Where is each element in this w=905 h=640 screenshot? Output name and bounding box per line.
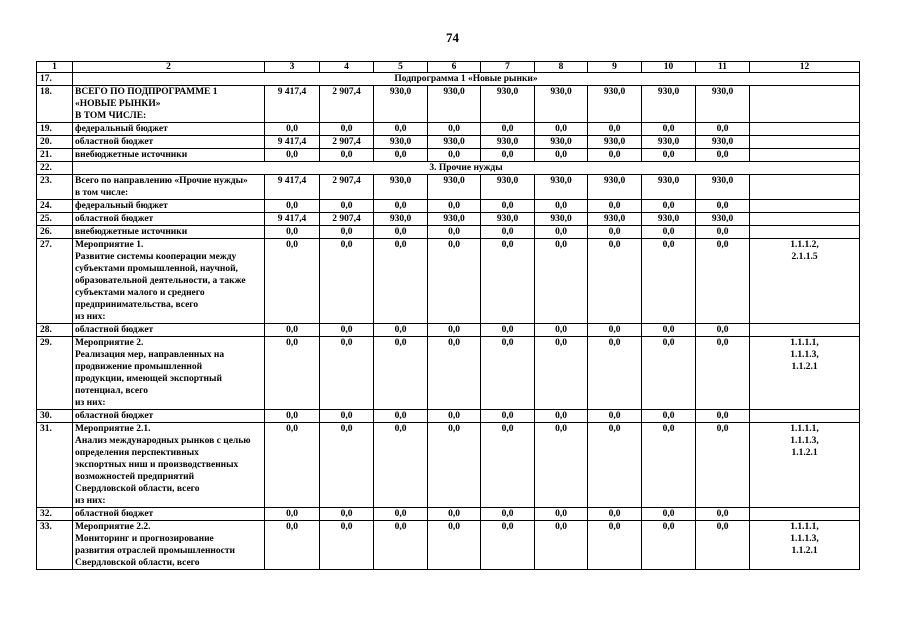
- row-number: 20.: [37, 136, 73, 149]
- row-label: областной бюджет: [73, 508, 265, 521]
- table-row: [37, 324, 860, 337]
- table-row: [37, 123, 860, 136]
- row-label: федеральный бюджет: [73, 123, 265, 136]
- value-cell: 0,0: [374, 337, 428, 410]
- value-cell: 0,0: [535, 123, 588, 136]
- value-cell: 0,0: [696, 410, 750, 423]
- value-cell: 0,0: [588, 123, 642, 136]
- row-label: Мероприятие 2.1. Анализ международных рынков с целью определения перспективных экспортных ниш и производственных возможностей предприятий Свердловской области, всего из них:: [73, 423, 265, 508]
- value-cell: 0,0: [428, 410, 481, 423]
- value-cell: 0,0: [588, 521, 642, 570]
- value-cell: 930,0: [535, 175, 588, 200]
- value-cell: 0,0: [696, 423, 750, 508]
- value-cell: 930,0: [535, 136, 588, 149]
- value-cell: 0,0: [320, 337, 374, 410]
- table-row: [37, 149, 860, 162]
- value-cell: 930,0: [428, 86, 481, 123]
- value-cell: 0,0: [642, 521, 696, 570]
- row-number: 25.: [37, 213, 73, 226]
- value-cell: 930,0: [588, 175, 642, 200]
- value-cell: 930,0: [481, 136, 535, 149]
- value-cell: 0,0: [642, 149, 696, 162]
- row-number: 21.: [37, 149, 73, 162]
- column-header: 11: [696, 62, 750, 73]
- value-cell: 0,0: [428, 123, 481, 136]
- row-number: 22.: [37, 162, 73, 175]
- target-ref-cell: [750, 175, 860, 200]
- value-cell: 2 907,4: [320, 213, 374, 226]
- value-cell: 0,0: [265, 123, 320, 136]
- value-cell: 0,0: [696, 324, 750, 337]
- value-cell: 0,0: [696, 200, 750, 213]
- row-label: федеральный бюджет: [73, 200, 265, 213]
- row-label: областной бюджет: [73, 136, 265, 149]
- table-row: [37, 86, 860, 123]
- value-cell: 0,0: [696, 123, 750, 136]
- row-label: внебюджетные источники: [73, 226, 265, 239]
- value-cell: 0,0: [535, 324, 588, 337]
- value-cell: 0,0: [428, 337, 481, 410]
- value-cell: 0,0: [320, 423, 374, 508]
- value-cell: 0,0: [481, 337, 535, 410]
- table-row: [37, 200, 860, 213]
- value-cell: 0,0: [481, 324, 535, 337]
- row-number: 33.: [37, 521, 73, 570]
- value-cell: 930,0: [696, 213, 750, 226]
- target-ref-cell: [750, 200, 860, 213]
- table-row: [37, 521, 860, 570]
- value-cell: 0,0: [535, 239, 588, 324]
- section-title: 3. Прочие нужды: [73, 162, 860, 175]
- value-cell: 2 907,4: [320, 175, 374, 200]
- row-number: 19.: [37, 123, 73, 136]
- value-cell: 0,0: [374, 149, 428, 162]
- table-header-row: [37, 62, 860, 73]
- row-number: 26.: [37, 226, 73, 239]
- value-cell: 0,0: [696, 337, 750, 410]
- value-cell: 0,0: [265, 423, 320, 508]
- value-cell: 0,0: [535, 337, 588, 410]
- value-cell: 0,0: [265, 324, 320, 337]
- value-cell: 0,0: [320, 324, 374, 337]
- value-cell: 0,0: [320, 123, 374, 136]
- value-cell: 0,0: [588, 508, 642, 521]
- value-cell: 0,0: [481, 200, 535, 213]
- value-cell: 0,0: [428, 226, 481, 239]
- row-number: 28.: [37, 324, 73, 337]
- value-cell: 0,0: [481, 239, 535, 324]
- value-cell: 9 417,4: [265, 213, 320, 226]
- table-row: [37, 226, 860, 239]
- value-cell: 0,0: [265, 149, 320, 162]
- value-cell: 0,0: [481, 123, 535, 136]
- value-cell: 930,0: [696, 175, 750, 200]
- value-cell: 0,0: [642, 324, 696, 337]
- value-cell: 0,0: [696, 508, 750, 521]
- table-row: [37, 423, 860, 508]
- value-cell: 0,0: [588, 239, 642, 324]
- value-cell: 0,0: [374, 200, 428, 213]
- target-ref-cell: [750, 410, 860, 423]
- column-header: 12: [750, 62, 860, 73]
- value-cell: 0,0: [265, 521, 320, 570]
- column-header: 6: [428, 62, 481, 73]
- row-number: 30.: [37, 410, 73, 423]
- row-label: областной бюджет: [73, 410, 265, 423]
- value-cell: 0,0: [696, 239, 750, 324]
- value-cell: 0,0: [535, 410, 588, 423]
- value-cell: 930,0: [642, 86, 696, 123]
- value-cell: 0,0: [588, 423, 642, 508]
- row-number: 18.: [37, 86, 73, 123]
- budget-table: [36, 61, 860, 570]
- value-cell: 0,0: [588, 200, 642, 213]
- value-cell: 0,0: [642, 337, 696, 410]
- value-cell: 0,0: [320, 410, 374, 423]
- value-cell: 0,0: [696, 226, 750, 239]
- section-title: Подпрограмма 1 «Новые рынки»: [73, 73, 860, 86]
- column-header: 4: [320, 62, 374, 73]
- value-cell: 2 907,4: [320, 136, 374, 149]
- row-label: Мероприятие 2. Реализация мер, направленных на продвижение промышленной продукции, имеющей экспортный потенциал, всего из них:: [73, 337, 265, 410]
- value-cell: 0,0: [320, 239, 374, 324]
- value-cell: 0,0: [535, 200, 588, 213]
- table-row: [37, 508, 860, 521]
- row-label: областной бюджет: [73, 213, 265, 226]
- table-row: [37, 213, 860, 226]
- page-number: 74: [446, 30, 459, 45]
- value-cell: 930,0: [588, 86, 642, 123]
- value-cell: 0,0: [588, 149, 642, 162]
- target-ref-cell: [750, 213, 860, 226]
- value-cell: 0,0: [696, 521, 750, 570]
- value-cell: 930,0: [481, 175, 535, 200]
- column-header: 2: [73, 62, 265, 73]
- value-cell: 0,0: [265, 508, 320, 521]
- value-cell: 930,0: [428, 175, 481, 200]
- value-cell: 930,0: [428, 213, 481, 226]
- row-number: 17.: [37, 73, 73, 86]
- value-cell: 930,0: [535, 86, 588, 123]
- target-ref-cell: [750, 149, 860, 162]
- column-header: 5: [374, 62, 428, 73]
- value-cell: 2 907,4: [320, 86, 374, 123]
- value-cell: 0,0: [428, 423, 481, 508]
- row-number: 24.: [37, 200, 73, 213]
- value-cell: 0,0: [535, 149, 588, 162]
- value-cell: 0,0: [535, 423, 588, 508]
- target-ref-cell: 1.1.1.2, 2.1.1.5: [750, 239, 860, 324]
- value-cell: 0,0: [642, 423, 696, 508]
- value-cell: 0,0: [642, 200, 696, 213]
- target-ref-cell: [750, 324, 860, 337]
- value-cell: 0,0: [320, 521, 374, 570]
- value-cell: 930,0: [481, 86, 535, 123]
- value-cell: 0,0: [428, 521, 481, 570]
- value-cell: 0,0: [642, 239, 696, 324]
- value-cell: 930,0: [535, 213, 588, 226]
- target-ref-cell: 1.1.1.1, 1.1.1.3, 1.1.2.1: [750, 337, 860, 410]
- row-label: Мероприятие 1. Развитие системы кооперации между субъектами промышленной, научной, образовательной деятельности, а также субъектами малого и среднего предпринимательства, всего из них:: [73, 239, 265, 324]
- value-cell: 9 417,4: [265, 86, 320, 123]
- target-ref-cell: [750, 123, 860, 136]
- value-cell: 0,0: [374, 423, 428, 508]
- value-cell: 0,0: [320, 200, 374, 213]
- value-cell: 0,0: [428, 149, 481, 162]
- value-cell: 930,0: [481, 213, 535, 226]
- value-cell: 0,0: [265, 226, 320, 239]
- row-label: областной бюджет: [73, 324, 265, 337]
- value-cell: 930,0: [374, 136, 428, 149]
- value-cell: 0,0: [374, 410, 428, 423]
- column-header: 9: [588, 62, 642, 73]
- target-ref-cell: 1.1.1.1, 1.1.1.3, 1.1.2.1: [750, 521, 860, 570]
- value-cell: 930,0: [642, 213, 696, 226]
- value-cell: 0,0: [428, 200, 481, 213]
- value-cell: 9 417,4: [265, 175, 320, 200]
- value-cell: 0,0: [642, 508, 696, 521]
- value-cell: 930,0: [696, 86, 750, 123]
- value-cell: 930,0: [642, 175, 696, 200]
- value-cell: 0,0: [428, 508, 481, 521]
- row-number: 32.: [37, 508, 73, 521]
- value-cell: 0,0: [535, 226, 588, 239]
- value-cell: 9 417,4: [265, 136, 320, 149]
- value-cell: 0,0: [320, 508, 374, 521]
- row-label: внебюджетные источники: [73, 149, 265, 162]
- value-cell: 0,0: [642, 410, 696, 423]
- column-header: 10: [642, 62, 696, 73]
- value-cell: 0,0: [481, 410, 535, 423]
- value-cell: 0,0: [265, 337, 320, 410]
- row-label: Мероприятие 2.2. Мониторинг и прогнозирование развития отраслей промышленности Свердловской области, всего: [73, 521, 265, 570]
- value-cell: 0,0: [588, 226, 642, 239]
- value-cell: 930,0: [428, 136, 481, 149]
- value-cell: 0,0: [320, 149, 374, 162]
- value-cell: 0,0: [588, 324, 642, 337]
- value-cell: 930,0: [374, 175, 428, 200]
- table-row: [37, 337, 860, 410]
- value-cell: 930,0: [374, 213, 428, 226]
- value-cell: 0,0: [535, 521, 588, 570]
- target-ref-cell: [750, 136, 860, 149]
- value-cell: 0,0: [374, 239, 428, 324]
- table-row: [37, 410, 860, 423]
- value-cell: 0,0: [588, 337, 642, 410]
- column-header: 8: [535, 62, 588, 73]
- value-cell: 930,0: [696, 136, 750, 149]
- target-ref-cell: [750, 226, 860, 239]
- value-cell: 930,0: [588, 136, 642, 149]
- section-row: [37, 162, 860, 175]
- row-label: Всего по направлению «Прочие нужды» в том числе:: [73, 175, 265, 200]
- section-row: [37, 73, 860, 86]
- column-header: 1: [37, 62, 73, 73]
- row-number: 23.: [37, 175, 73, 200]
- row-label: ВСЕГО ПО ПОДПРОГРАММЕ 1 «НОВЫЕ РЫНКИ» В ТОМ ЧИСЛЕ:: [73, 86, 265, 123]
- value-cell: 0,0: [428, 324, 481, 337]
- value-cell: 0,0: [642, 123, 696, 136]
- value-cell: 0,0: [535, 508, 588, 521]
- value-cell: 0,0: [588, 410, 642, 423]
- target-ref-cell: 1.1.1.1, 1.1.1.3, 1.1.2.1: [750, 423, 860, 508]
- value-cell: 0,0: [320, 226, 374, 239]
- row-number: 31.: [37, 423, 73, 508]
- row-number: 29.: [37, 337, 73, 410]
- value-cell: 0,0: [642, 226, 696, 239]
- value-cell: 0,0: [481, 149, 535, 162]
- value-cell: 0,0: [374, 521, 428, 570]
- value-cell: 0,0: [374, 226, 428, 239]
- value-cell: 0,0: [265, 410, 320, 423]
- table-row: [37, 136, 860, 149]
- target-ref-cell: [750, 86, 860, 123]
- table-row: [37, 239, 860, 324]
- value-cell: 0,0: [428, 239, 481, 324]
- row-number: 27.: [37, 239, 73, 324]
- table-row: [37, 175, 860, 200]
- value-cell: 0,0: [481, 226, 535, 239]
- value-cell: 0,0: [374, 324, 428, 337]
- value-cell: 0,0: [374, 508, 428, 521]
- value-cell: 930,0: [642, 136, 696, 149]
- value-cell: 0,0: [374, 123, 428, 136]
- column-header: 3: [265, 62, 320, 73]
- value-cell: 930,0: [588, 213, 642, 226]
- value-cell: 0,0: [265, 200, 320, 213]
- value-cell: 0,0: [696, 149, 750, 162]
- value-cell: 0,0: [265, 239, 320, 324]
- target-ref-cell: [750, 508, 860, 521]
- value-cell: 0,0: [481, 521, 535, 570]
- value-cell: 0,0: [481, 508, 535, 521]
- value-cell: 930,0: [374, 86, 428, 123]
- value-cell: 0,0: [481, 423, 535, 508]
- column-header: 7: [481, 62, 535, 73]
